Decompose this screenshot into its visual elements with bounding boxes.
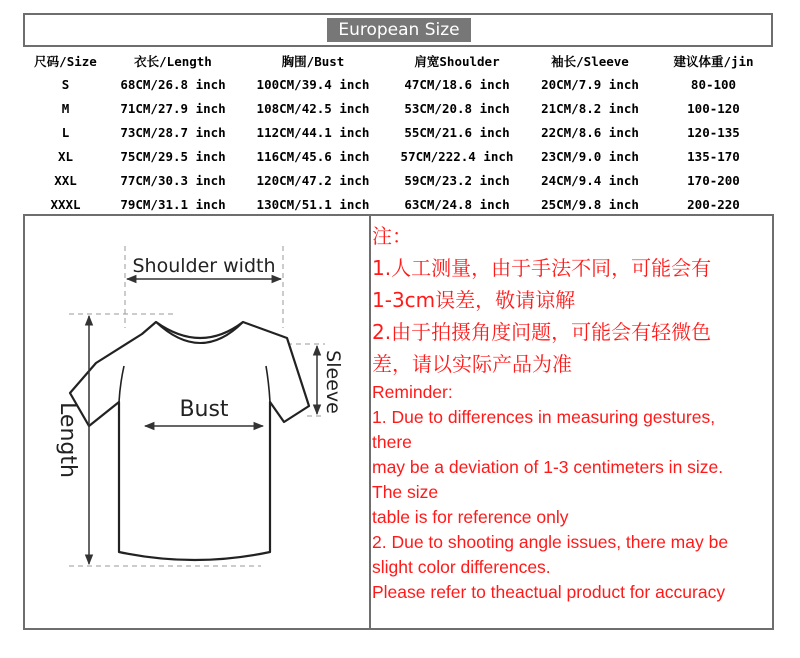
header-sleeve: 袖长/Sleeve <box>551 54 629 69</box>
note-en-line: The size <box>372 482 439 502</box>
note-en-line: 1. Due to differences in measuring gestures, <box>372 407 716 427</box>
header-weight: 建议体重/jin <box>673 54 754 69</box>
note-cn-line: 1.人工测量，由于手法不同，可能会有 <box>372 256 712 280</box>
size-table <box>23 50 773 216</box>
cell-shoulder: 63CM/24.8 inch <box>404 196 510 212</box>
note-en-line: there <box>372 432 412 452</box>
cell-size: S <box>61 76 70 92</box>
note-cn-line: 1-3cm误差，敬请谅解 <box>372 288 576 312</box>
cell-bust: 108CM/42.5 inch <box>256 100 370 116</box>
cell-weight: 135-170 <box>687 148 740 164</box>
cell-bust: 112CM/44.1 inch <box>256 124 370 140</box>
cell-shoulder: 57CM/222.4 inch <box>400 148 514 164</box>
header-size: 尺码/Size <box>34 54 97 69</box>
header-shoulder: 肩宽Shoulder <box>414 54 500 69</box>
note-en-line: 2. Due to shooting angle issues, there may be <box>372 532 729 552</box>
table-row <box>23 120 773 144</box>
cell-length: 71CM/27.9 inch <box>120 100 226 116</box>
cell-length: 79CM/31.1 inch <box>120 196 226 212</box>
header-bust: 胸围/Bust <box>281 54 345 69</box>
note-cn-line: 差，请以实际产品为准 <box>372 352 572 376</box>
cell-length: 75CM/29.5 inch <box>120 148 226 164</box>
shoulder-width-label: Shoulder width <box>132 255 276 277</box>
tshirt-outline <box>70 322 309 560</box>
cell-size: XL <box>57 148 74 164</box>
note-cn-line: 2.由于拍摄角度问题，可能会有轻微色 <box>372 320 712 344</box>
cell-shoulder: 55CM/21.6 inch <box>404 124 510 140</box>
cell-size: M <box>61 100 70 116</box>
cell-sleeve: 22CM/8.6 inch <box>541 124 639 140</box>
notes-section <box>372 220 767 605</box>
size-table-header-row <box>23 50 773 72</box>
cell-size: XXL <box>54 172 77 188</box>
size-chart-title-box <box>23 13 773 47</box>
note-en-line: slight color differences. <box>372 557 551 577</box>
cell-bust: 116CM/45.6 inch <box>256 148 370 164</box>
cell-length: 68CM/26.8 inch <box>120 76 226 92</box>
cell-sleeve: 25CM/9.8 inch <box>541 196 639 212</box>
note-en-line: may be a deviation of 1-3 centimeters in size. <box>372 457 724 477</box>
table-row <box>23 144 773 168</box>
size-chart-title: European Size <box>327 18 471 42</box>
cell-shoulder: 59CM/23.2 inch <box>404 172 510 188</box>
cell-weight: 80-100 <box>690 76 737 92</box>
cell-size: XXXL <box>50 196 81 212</box>
cell-weight: 100-120 <box>687 100 740 116</box>
cell-shoulder: 47CM/18.6 inch <box>404 76 510 92</box>
cell-bust: 130CM/51.1 inch <box>256 196 370 212</box>
cell-sleeve: 24CM/9.4 inch <box>541 172 639 188</box>
tshirt-diagram-svg <box>25 216 369 628</box>
panel-divider <box>369 216 371 628</box>
table-row <box>23 192 773 216</box>
table-row <box>23 72 773 96</box>
note-en-line: table is for reference only <box>372 507 569 527</box>
table-row <box>23 96 773 120</box>
length-label: Length <box>55 402 80 478</box>
note-en-line: Please refer to theactual product for accuracy <box>372 582 726 602</box>
cell-length: 73CM/28.7 inch <box>120 124 226 140</box>
cell-length: 77CM/30.3 inch <box>120 172 226 188</box>
cell-sleeve: 21CM/8.2 inch <box>541 100 639 116</box>
cell-bust: 120CM/47.2 inch <box>256 172 370 188</box>
note-cn-heading: 注： <box>372 224 412 248</box>
note-en-heading: Reminder: <box>372 382 453 402</box>
sleeve-label: Sleeve <box>322 350 344 414</box>
cell-sleeve: 23CM/9.0 inch <box>541 148 639 164</box>
header-length: 衣长/Length <box>134 54 212 69</box>
cell-weight: 120-135 <box>687 124 740 140</box>
cell-bust: 100CM/39.4 inch <box>256 76 370 92</box>
cell-weight: 170-200 <box>687 172 740 188</box>
cell-sleeve: 20CM/7.9 inch <box>541 76 639 92</box>
table-row <box>23 168 773 192</box>
cell-weight: 200-220 <box>687 196 740 212</box>
info-panel <box>23 214 774 630</box>
cell-shoulder: 53CM/20.8 inch <box>404 100 510 116</box>
tshirt-measurement-diagram <box>25 216 369 628</box>
cell-size: L <box>61 124 70 140</box>
bust-label: Bust <box>179 397 229 422</box>
